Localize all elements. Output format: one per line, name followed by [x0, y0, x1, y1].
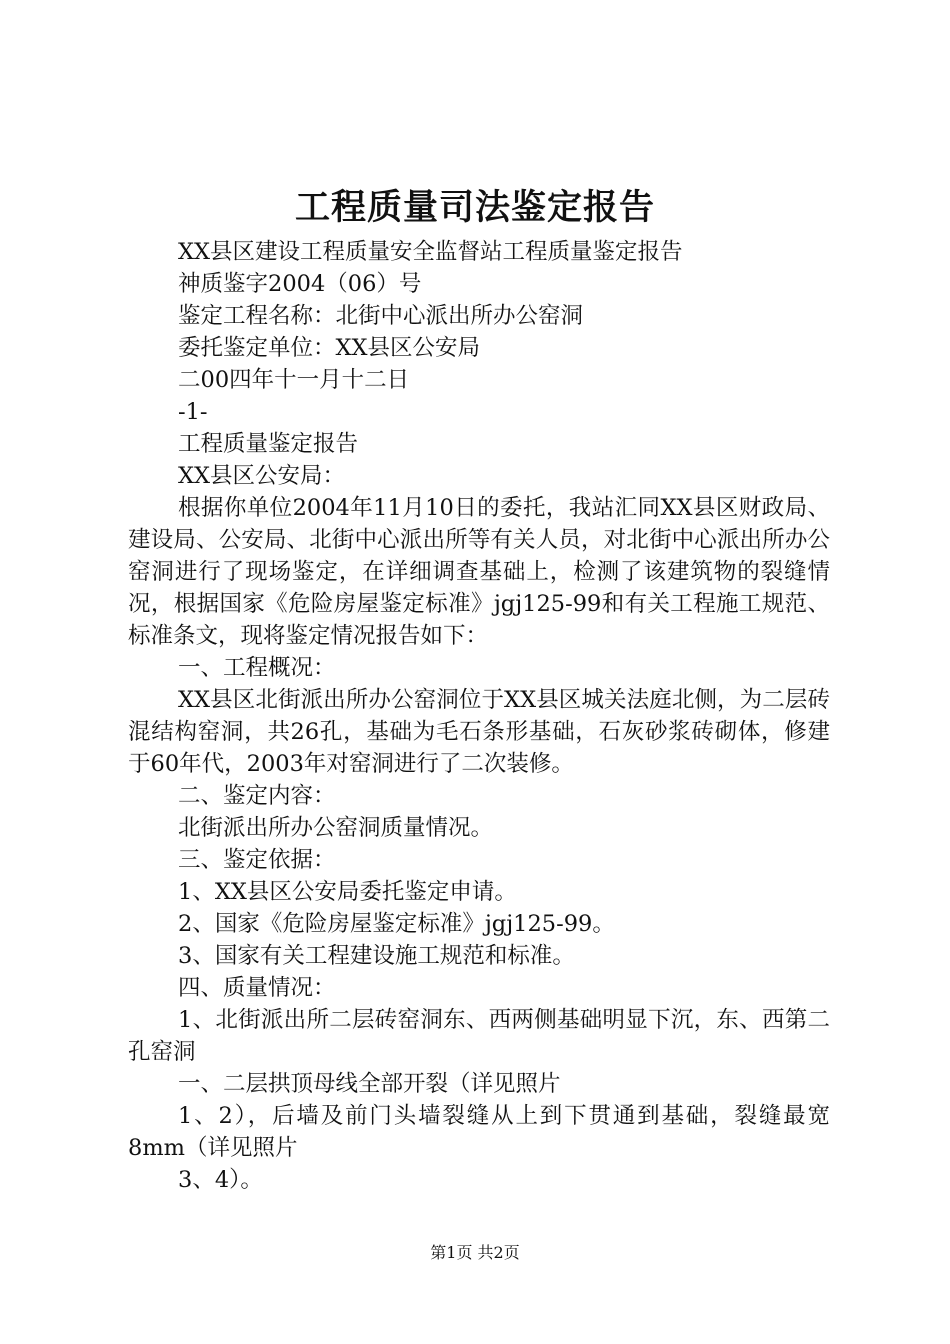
paragraph-intro: 根据你单位2004年11月10日的委托，我站汇同XX县区财政局、建设局、公安局、北街中心派出所等有关人员，对北街中心派出所办公窑洞进行了现场鉴定，在详细调查基础上，检测了该建筑物的裂缝情况，根据国家《危险房屋鉴定标准》jgj125-99和有关工程施工规范、标准条文，现将鉴定情况报告如下： — [128, 495, 830, 649]
list-item-basis-1: 1、XX县区公安局委托鉴定申请。 — [178, 879, 517, 905]
document-body — [128, 236, 830, 1196]
section-heading-overview: 一、工程概况： — [178, 655, 336, 681]
paragraph-station-name: XX县区建设工程质量安全监督站工程质量鉴定报告 — [178, 239, 683, 265]
paragraph-quality-2: 一、二层拱顶母线全部开裂（详见照片 — [178, 1071, 561, 1097]
paragraph-report-heading: 工程质量鉴定报告 — [178, 431, 359, 457]
paragraph-quality-4: 3、4）。 — [178, 1167, 263, 1193]
section-heading-basis: 三、鉴定依据： — [178, 847, 336, 873]
paragraph-content: 北街派出所办公窑洞质量情况。 — [178, 815, 494, 841]
paragraph-overview: XX县区北街派出所办公窑洞位于XX县区城关法庭北侧，为二层砖混结构窑洞，共26孔，基础为毛石条形基础，石灰砂浆砖砌体，修建于60年代，2003年对窑洞进行了二次装修。 — [128, 687, 830, 777]
paragraph-project-name: 鉴定工程名称：北街中心派出所办公窑洞 — [178, 303, 584, 329]
list-item-basis-2: 2、国家《危险房屋鉴定标准》jgj125-99。 — [178, 911, 615, 937]
paragraph-date: 二00四年十一月十二日 — [178, 367, 410, 393]
paragraph-quality-1: 1、北街派出所二层砖窑洞东、西两侧基础明显下沉，东、西第二孔窑洞 — [128, 1007, 830, 1065]
section-heading-content: 二、鉴定内容： — [178, 783, 336, 809]
list-item-basis-3: 3、国家有关工程建设施工规范和标准。 — [178, 943, 575, 969]
section-heading-quality: 四、质量情况： — [178, 975, 336, 1001]
page-footer: 第1页 共2页 — [430, 1243, 520, 1262]
paragraph-client-unit: 委托鉴定单位：XX县区公安局 — [178, 335, 481, 361]
paragraph-salutation: XX县区公安局： — [178, 463, 346, 489]
paragraph-document-number: 神质鉴字2004（06）号 — [178, 271, 422, 297]
paragraph-quality-3: 1、2），后墙及前门头墙裂缝从上到下贯通到基础，裂缝最宽8mm（详见照片 — [128, 1103, 830, 1161]
document-title: 工程质量司法鉴定报告 — [294, 187, 655, 228]
paragraph-page-marker: -1- — [178, 399, 208, 425]
